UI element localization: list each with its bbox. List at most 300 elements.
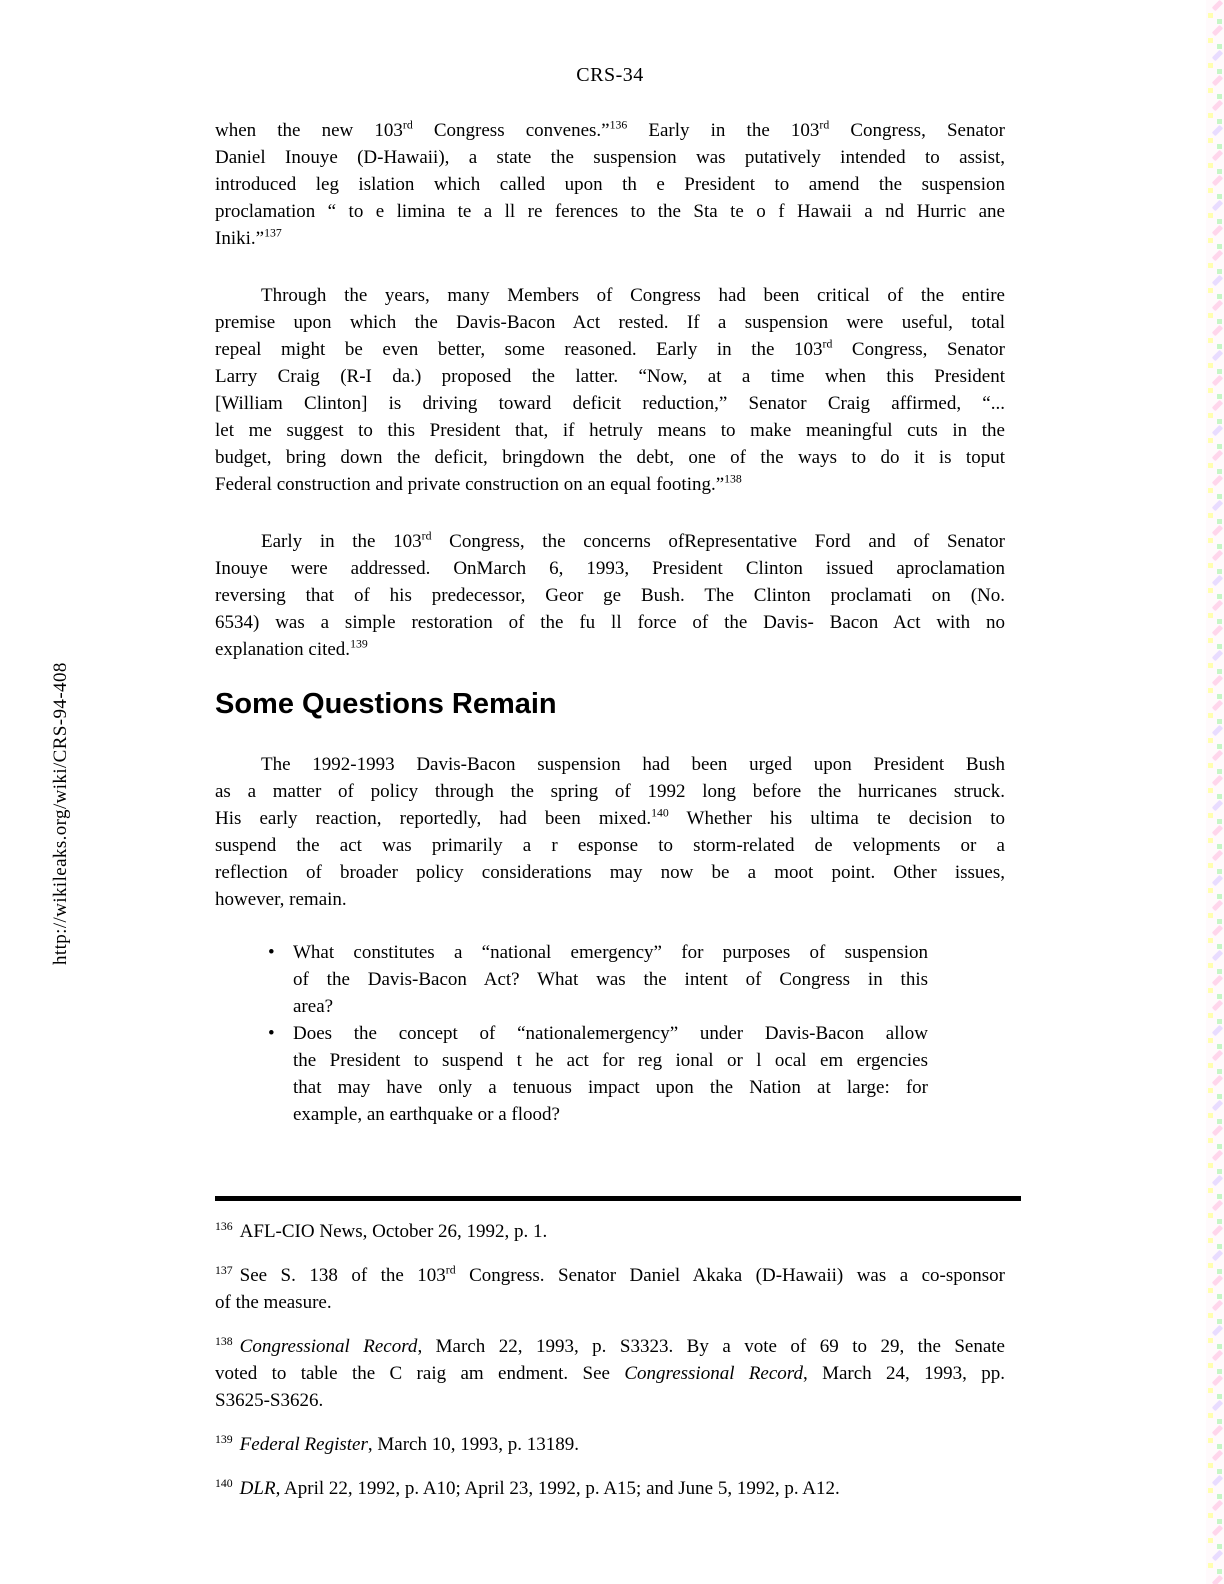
pattern-dot-yellow [1208,163,1213,168]
pattern-chevron [1212,900,1223,911]
edge-pattern-cell [1206,1300,1224,1325]
text-line: $^{136}$ AFL-CIO News, October 26, 1992, p. 1. [215,1219,548,1242]
edge-pattern-cell [1206,1350,1224,1375]
text-line: repeal might be even better, some reasoned. Early in the 103rd Congress, Senator [215,337,1005,360]
edge-pattern-cell [1206,50,1224,75]
footnote [215,1262,1005,1316]
footnote-separator-rule [215,1196,1021,1201]
text-line: Iniki.”$^{137}$ [215,226,282,249]
pattern-dot-yellow [1208,1088,1213,1093]
pattern-chevron [1212,850,1223,861]
pattern-dot-yellow [1208,1038,1213,1043]
pattern-chevron [1212,975,1223,986]
pattern-dot-green [1217,919,1222,924]
edge-pattern-cell [1206,900,1224,925]
edge-pattern-cell [1206,725,1224,750]
text-line: $^{138}$ Congressional Record, March 22, 1993, p. S3323. By a vote of 69 to 29, the Senate [215,1334,1005,1357]
body-paragraph [215,117,1005,252]
pattern-chevron [1212,225,1223,236]
pattern-dot-yellow [1208,513,1213,518]
pattern-dot-green [1217,144,1222,149]
edge-pattern-cell [1206,1000,1224,1025]
pattern-dot-yellow [1208,438,1213,443]
text-line: suspend the act was primarily a r esponse to storm-related de velopments or a [215,835,1005,856]
pattern-dot-green [1217,1044,1222,1049]
edge-pattern-cell [1206,1500,1224,1525]
pattern-chevron [1212,625,1223,636]
edge-pattern-cell [1206,750,1224,775]
pattern-chevron [1212,1025,1223,1036]
text-line: that may have only a tenuous impact upon the Nation at large: for [293,1077,928,1098]
edge-pattern-cell [1206,275,1224,300]
pattern-dot-yellow [1208,338,1213,343]
edge-pattern-cell [1206,675,1224,700]
pattern-chevron [1212,0,1223,11]
pattern-dot-green [1217,944,1222,949]
pattern-dot-green [1217,594,1222,599]
superscript-reference: 138 [724,472,742,486]
pattern-dot-green [1217,1144,1222,1149]
pattern-dot-yellow [1208,213,1213,218]
pattern-dot-yellow [1208,763,1213,768]
footnote-number: 137 [215,1263,233,1277]
footnote-number: 139 [215,1432,233,1446]
body-paragraph [215,528,1005,663]
edge-pattern-cell [1206,950,1224,975]
pattern-chevron [1212,1175,1223,1186]
pattern-dot-green [1217,1319,1222,1324]
pattern-chevron [1212,875,1223,886]
pattern-dot-green [1217,394,1222,399]
pattern-dot-yellow [1208,838,1213,843]
pattern-dot-yellow [1208,38,1213,43]
pattern-chevron [1212,475,1223,486]
pattern-dot-yellow [1208,963,1213,968]
pattern-chevron [1212,425,1223,436]
footnote [215,1475,1005,1502]
pattern-dot-green [1217,1094,1222,1099]
superscript-reference: rd [445,1263,456,1277]
edge-pattern-cell [1206,1200,1224,1225]
pattern-dot-green [1217,219,1222,224]
pattern-chevron [1212,1000,1223,1011]
edge-pattern-cell [1206,800,1224,825]
pattern-dot-yellow [1208,1388,1213,1393]
pattern-dot-yellow [1208,1363,1213,1368]
text-line: as a matter of policy through the spring of 1992 long before the hurricanes struck. [215,781,1005,802]
pattern-dot-yellow [1208,1138,1213,1143]
footnote [215,1431,1005,1458]
pattern-chevron [1212,600,1223,611]
pattern-dot-yellow [1208,738,1213,743]
pattern-dot-yellow [1208,538,1213,543]
pattern-dot-yellow [1208,613,1213,618]
edge-pattern-cell [1206,475,1224,500]
edge-pattern-cell [1206,650,1224,675]
pattern-dot-yellow [1208,1288,1213,1293]
pattern-chevron [1212,825,1223,836]
pattern-dot-yellow [1208,463,1213,468]
pattern-dot-green [1217,1269,1222,1274]
text-line: area? [293,996,334,1017]
pattern-dot-yellow [1208,663,1213,668]
pattern-dot-yellow [1208,788,1213,793]
edge-pattern-cell [1206,250,1224,275]
text-line: What constitutes a “national emergency” for purposes of suspension [293,942,928,963]
pattern-dot-green [1217,269,1222,274]
bullet-icon: • [268,942,275,963]
edge-pattern-cell [1206,550,1224,575]
text-line: Through the years, many Members of Congress had been critical of the entire [261,285,1005,306]
footnote-number: 136 [215,1219,233,1233]
text-line: however, remain. [215,889,347,910]
text-line: introduced leg islation which called upon th e President to amend the suspension [215,174,1005,195]
text-line: example, an earthquake or a flood? [293,1104,560,1125]
pattern-chevron [1212,75,1223,86]
pattern-dot-yellow [1208,1188,1213,1193]
edge-pattern-cell [1206,1550,1224,1575]
edge-pattern-cell [1206,525,1224,550]
pattern-dot-green [1217,1294,1222,1299]
edge-pattern-cell [1206,150,1224,175]
pattern-dot-green [1217,319,1222,324]
pattern-chevron [1212,675,1223,686]
pattern-dot-green [1217,344,1222,349]
pattern-dot-yellow [1208,388,1213,393]
footnote [215,1218,1005,1245]
pattern-dot-yellow [1208,1338,1213,1343]
edge-pattern-cell [1206,1375,1224,1400]
pattern-dot-yellow [1208,88,1213,93]
pattern-dot-green [1217,694,1222,699]
edge-pattern-cell [1206,1325,1224,1350]
pattern-dot-green [1217,644,1222,649]
pattern-dot-green [1217,244,1222,249]
text-line: [William Clinton] is driving toward deficit reduction,” Senator Craig affirmed, “... [215,393,1005,414]
bullet-list [215,939,1005,1128]
superscript-reference: rd [402,118,413,132]
superscript-reference: 136 [609,118,628,132]
pattern-chevron [1212,1425,1223,1436]
pattern-dot-green [1217,894,1222,899]
edge-pattern-cell [1206,1150,1224,1175]
pattern-dot-yellow [1208,1213,1213,1218]
pattern-dot-yellow [1208,313,1213,318]
pattern-dot-green [1217,469,1222,474]
pattern-dot-green [1217,669,1222,674]
pattern-dot-green [1217,1394,1222,1399]
italic-text: DLR [239,1478,276,1499]
body-paragraph [215,751,1005,913]
pattern-chevron [1212,1400,1223,1411]
pattern-dot-yellow [1208,888,1213,893]
pattern-chevron [1212,1550,1223,1561]
pattern-dot-yellow [1208,1313,1213,1318]
text-line: Larry Craig (R-I da.) proposed the latter. “Now, at a time when this President [215,366,1005,387]
edge-pattern-cell [1206,175,1224,200]
pattern-dot-yellow [1208,988,1213,993]
pattern-dot-green [1217,19,1222,24]
edge-pattern-cell [1206,700,1224,725]
pattern-chevron [1212,725,1223,736]
text-line: voted to table the C raig am endment. See Congressional Record, March 24, 1993, pp. [215,1363,1005,1384]
pattern-dot-green [1217,1219,1222,1224]
pattern-chevron [1212,700,1223,711]
text-line: reversing that of his predecessor, Geor ge Bush. The Clinton proclamati on (No. [215,585,1005,606]
section-heading: Some Questions Remain [215,688,557,720]
pattern-dot-green [1217,444,1222,449]
pattern-dot-yellow [1208,813,1213,818]
pattern-dot-yellow [1208,938,1213,943]
pattern-dot-green [1217,619,1222,624]
pattern-dot-green [1217,1544,1222,1549]
edge-pattern-cell [1206,1125,1224,1150]
pattern-dot-green [1217,1244,1222,1249]
italic-text: Congressional Record [624,1363,803,1384]
edge-pattern-cell [1206,850,1224,875]
pattern-dot-green [1217,744,1222,749]
pattern-dot-yellow [1208,563,1213,568]
edge-pattern-cell [1206,100,1224,125]
text-line: 6534) was a simple restoration of the fu ll force of the Davis- Bacon Act with no [215,612,1005,633]
pattern-dot-yellow [1208,138,1213,143]
pattern-dot-yellow [1208,113,1213,118]
pattern-dot-yellow [1208,713,1213,718]
pattern-dot-yellow [1208,863,1213,868]
edge-pattern-cell [1206,0,1224,25]
text-line: Daniel Inouye (D-Hawaii), a state the suspension was putatively intended to assist, [215,147,1005,168]
sidebar-wikileaks-url: http://wikileaks.org/wiki/CRS-94-408 [50,662,71,965]
bullet-text [293,1020,928,1128]
text-line: premise upon which the Davis-Bacon Act rested. If a suspension were useful, total [215,312,1005,333]
edge-pattern-cell [1206,225,1224,250]
superscript-reference: rd [421,529,432,543]
text-line: $^{137}$ See S. 138 of the 103rd Congress. Senator Daniel Akaka (D-Hawaii) was a co-sponsor [215,1263,1005,1286]
pattern-dot-yellow [1208,488,1213,493]
edge-pattern-cell [1206,75,1224,100]
pattern-chevron [1212,100,1223,111]
pattern-dot-green [1217,769,1222,774]
pattern-dot-yellow [1208,1163,1213,1168]
text-line: explanation cited.$^{139}$ [215,637,368,660]
pattern-chevron [1212,450,1223,461]
page-content [215,0,1005,1502]
text-line: Early in the 103rd Congress, the concerns ofRepresentative Ford and of Senator [261,529,1006,552]
superscript-reference: rd [822,337,833,351]
text-line: of the Davis-Bacon Act? What was the intent of Congress in this [293,969,928,990]
pattern-dot-green [1217,44,1222,49]
body-paragraph [215,282,1005,498]
page-number-header: CRS-34 [576,64,644,86]
pattern-dot-green [1217,1119,1222,1124]
pattern-chevron [1212,550,1223,561]
pattern-dot-green [1217,1519,1222,1524]
pattern-dot-green [1217,119,1222,124]
pattern-chevron [1212,50,1223,61]
pattern-chevron [1212,1225,1223,1236]
text-line: the President to suspend t he act for reg ional or l ocal em ergencies [293,1050,928,1071]
pattern-dot-green [1217,94,1222,99]
pattern-dot-green [1217,1344,1222,1349]
edge-pattern-cell [1206,25,1224,50]
edge-pattern-cell [1206,350,1224,375]
superscript-reference: 137 [264,226,282,240]
pattern-chevron [1212,150,1223,161]
pattern-chevron [1212,1575,1223,1584]
pattern-dot-yellow [1208,913,1213,918]
pattern-dot-green [1217,1419,1222,1424]
pattern-dot-green [1217,369,1222,374]
pattern-dot-yellow [1208,1488,1213,1493]
pattern-chevron [1212,200,1223,211]
pattern-dot-green [1217,819,1222,824]
pattern-dot-yellow [1208,413,1213,418]
pattern-dot-yellow [1208,1563,1213,1568]
pattern-dot-yellow [1208,1013,1213,1018]
text-line: let me suggest to this President that, if hetruly means to make meaningful cuts in the [215,420,1005,441]
pattern-chevron [1212,950,1223,961]
text-line: of the measure. [215,1292,332,1313]
pattern-dot-green [1217,1019,1222,1024]
edge-pattern-cell [1206,1225,1224,1250]
edge-pattern-cell [1206,875,1224,900]
pattern-dot-green [1217,1194,1222,1199]
pattern-dot-green [1217,169,1222,174]
edge-pattern-cell [1206,200,1224,225]
footnote [215,1333,1005,1414]
pattern-dot-yellow [1208,13,1213,18]
pattern-chevron [1212,1200,1223,1211]
pattern-chevron [1212,1300,1223,1311]
pattern-chevron [1212,1150,1223,1161]
pattern-chevron [1212,1050,1223,1061]
text-line: Federal construction and private construction on an equal footing.”$^{138}$ [215,472,742,495]
edge-pattern-cell [1206,125,1224,150]
pattern-dot-yellow [1208,1238,1213,1243]
pattern-dot-green [1217,844,1222,849]
text-line: His early reaction, reportedly, had been mixed.$^{140}$ Whether his ultima te decision to [215,806,1005,829]
bullet-item [215,939,1005,1020]
pattern-chevron [1212,500,1223,511]
edge-pattern-cell [1206,1525,1224,1550]
pattern-chevron [1212,1500,1223,1511]
pattern-dot-green [1217,994,1222,999]
pattern-chevron [1212,300,1223,311]
pattern-dot-yellow [1208,188,1213,193]
pattern-dot-yellow [1208,1413,1213,1418]
pattern-dot-yellow [1208,63,1213,68]
pattern-dot-yellow [1208,588,1213,593]
text-line: $^{139}$ Federal Register, March 10, 1993, p. 13189. [215,1432,579,1455]
pattern-chevron [1212,175,1223,186]
edge-pattern-cell [1206,450,1224,475]
edge-pattern-cell [1206,1075,1224,1100]
pattern-dot-green [1217,569,1222,574]
superscript-reference: 140 [651,806,669,820]
edge-pattern-cell [1206,1175,1224,1200]
edge-pattern-cell [1206,975,1224,1000]
bullet-text [293,939,928,1020]
pattern-chevron [1212,575,1223,586]
edge-pattern-cell [1206,925,1224,950]
edge-pattern-cell [1206,500,1224,525]
pattern-chevron [1212,800,1223,811]
pattern-chevron [1212,925,1223,936]
bullet-icon: • [268,1023,275,1044]
pattern-dot-green [1217,69,1222,74]
edge-pattern-cell [1206,1250,1224,1275]
pattern-dot-green [1217,544,1222,549]
pattern-chevron [1212,25,1223,36]
edge-pattern-cell [1206,300,1224,325]
pattern-chevron [1212,325,1223,336]
edge-pattern-cell [1206,325,1224,350]
pattern-chevron [1212,1325,1223,1336]
text-line: S3625-S3626. [215,1390,324,1411]
pattern-dot-green [1217,1169,1222,1174]
text-line: The 1992-1993 Davis-Bacon suspension had been urged upon President Bush [261,754,1005,775]
edge-pattern-cell [1206,1025,1224,1050]
pattern-dot-green [1217,1494,1222,1499]
bullet-item [215,1020,1005,1128]
text-line: proclamation “ to e limina te a ll re ferences to the Sta te o f Hawaii a nd Hurric ane [215,201,1005,222]
pattern-dot-yellow [1208,1063,1213,1068]
pattern-dot-green [1217,294,1222,299]
pattern-chevron [1212,1075,1223,1086]
edge-pattern-cell [1206,825,1224,850]
pattern-dot-yellow [1208,1463,1213,1468]
text-line: $^{140}$ DLR, April 22, 1992, p. A10; April 23, 1992, p. A15; and June 5, 1992, p. A12. [215,1476,840,1499]
pattern-dot-green [1217,1069,1222,1074]
pattern-dot-yellow [1208,288,1213,293]
pattern-dot-green [1217,794,1222,799]
edge-pattern-cell [1206,375,1224,400]
pattern-chevron [1212,750,1223,761]
pattern-dot-yellow [1208,1263,1213,1268]
pattern-dot-green [1217,194,1222,199]
pattern-chevron [1212,125,1223,136]
pattern-dot-green [1217,1369,1222,1374]
edge-pattern-cell [1206,400,1224,425]
italic-text: Congressional Record [239,1336,418,1357]
pattern-chevron [1212,1125,1223,1136]
pattern-dot-green [1217,419,1222,424]
pattern-dot-green [1217,1469,1222,1474]
footnote-number: 138 [215,1334,233,1348]
edge-pattern-cell [1206,600,1224,625]
pattern-dot-green [1217,869,1222,874]
superscript-reference: rd [819,118,830,132]
pattern-dot-green [1217,1569,1222,1574]
edge-pattern-cell [1206,1575,1224,1584]
pattern-dot-yellow [1208,1513,1213,1518]
pattern-dot-yellow [1208,688,1213,693]
edge-pattern-cell [1206,425,1224,450]
edge-pattern-cell [1206,1425,1224,1450]
pattern-dot-green [1217,1444,1222,1449]
pattern-chevron [1212,1375,1223,1386]
pattern-chevron [1212,250,1223,261]
footnotes-section [215,1218,1005,1502]
text-line: Does the concept of “nationalemergency” under Davis-Bacon allow [293,1023,928,1044]
pattern-dot-yellow [1208,1438,1213,1443]
pattern-chevron [1212,525,1223,536]
pattern-dot-green [1217,494,1222,499]
pattern-dot-yellow [1208,363,1213,368]
footnote-number: 140 [215,1476,233,1490]
edge-pattern-cell [1206,775,1224,800]
pattern-chevron [1212,1475,1223,1486]
